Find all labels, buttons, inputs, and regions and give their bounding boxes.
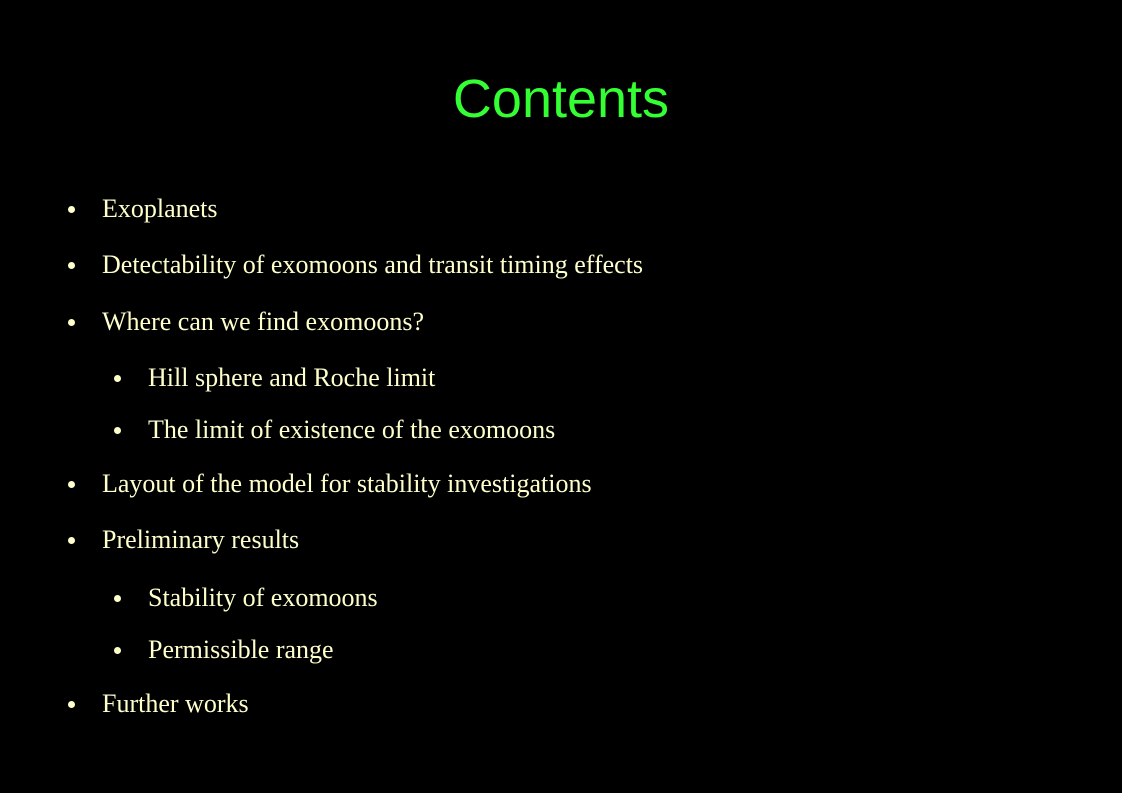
bullet-dot-icon — [68, 262, 75, 269]
list-item-exoplanets — [102, 193, 218, 225]
bullet-dot-icon — [68, 319, 75, 326]
list-item-label: Permissible range — [148, 635, 334, 664]
list-item-label: Stability of exomoons — [148, 583, 378, 612]
list-subitem-stability — [148, 582, 378, 614]
slide-title: Contents — [452, 69, 670, 129]
list-item-label: Detectability of exomoons and transit timing effects — [102, 250, 644, 279]
bullet-dot-icon — [68, 206, 75, 213]
list-item-label: Further works — [102, 689, 249, 718]
list-item-detectability — [102, 249, 643, 281]
list-item-label: Where can we find exomoons? — [102, 307, 424, 336]
list-item-label: Layout of the model for stability investigations — [102, 469, 592, 498]
bullet-dot-icon — [68, 481, 75, 488]
list-item-label: Hill sphere and Roche limit — [148, 363, 436, 392]
list-subitem-hill-sphere — [148, 362, 435, 394]
bullet-dot-icon — [114, 595, 121, 602]
bullet-dot-icon — [114, 427, 121, 434]
list-item-label: Preliminary results — [102, 525, 300, 554]
list-item-label: Exoplanets — [102, 194, 218, 223]
list-subitem-limit-existence — [148, 414, 555, 446]
list-item-further-works — [102, 688, 249, 720]
bullet-dot-icon — [114, 647, 121, 654]
bullet-dot-icon — [68, 537, 75, 544]
list-subitem-permissible-range — [148, 634, 334, 666]
list-item-preliminary-results — [102, 524, 299, 556]
list-item-label: The limit of existence of the exomoons — [148, 415, 556, 444]
list-item-layout-model — [102, 468, 592, 500]
list-item-where-exomoons — [102, 306, 424, 338]
bullet-dot-icon — [68, 701, 75, 708]
bullet-dot-icon — [114, 375, 121, 382]
